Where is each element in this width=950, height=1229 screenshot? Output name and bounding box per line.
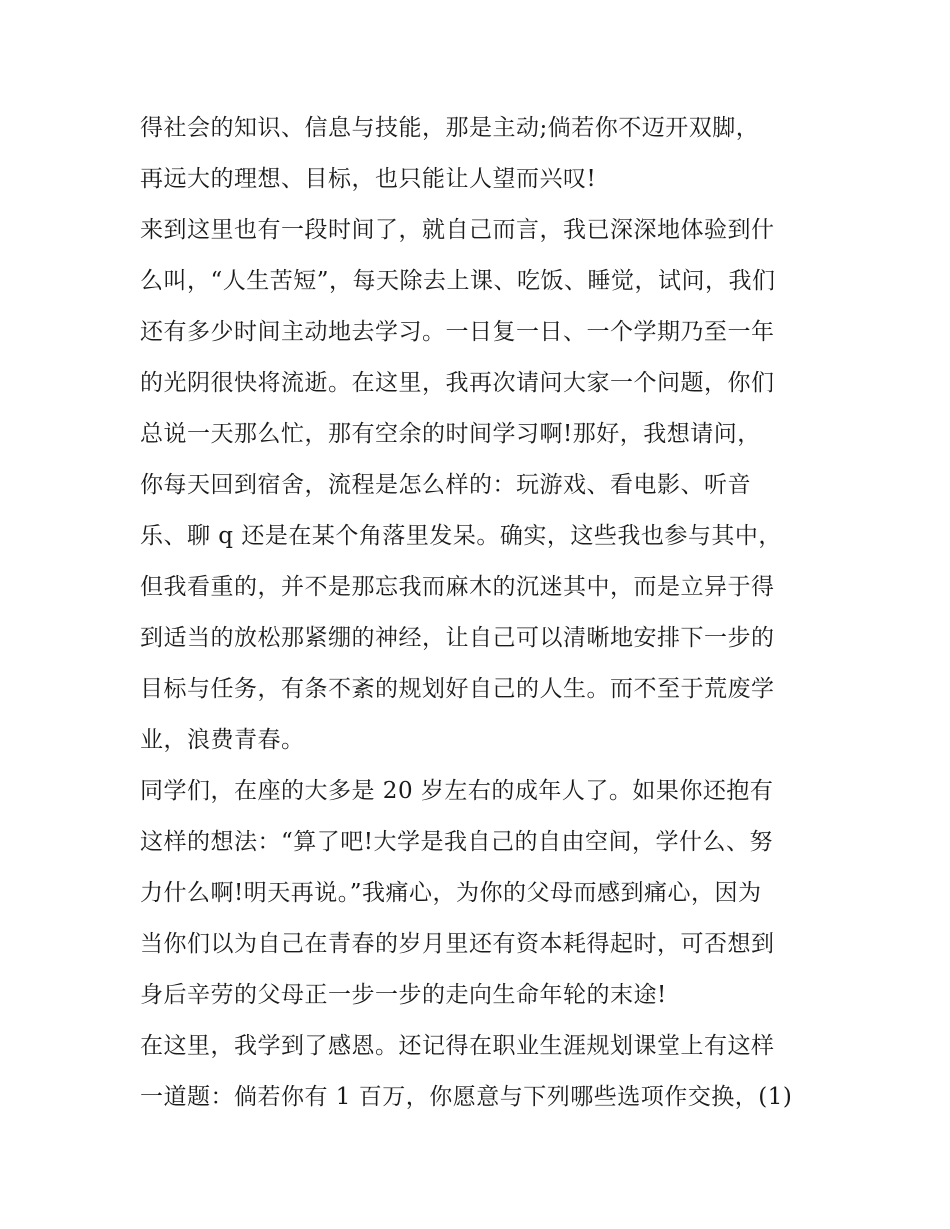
text-line: 身后辛劳的父母正一步一步的走向生命年轮的末途!: [140, 982, 667, 1008]
text-line: 再远大的理想、目标，也只能让人望而兴叹!: [140, 166, 597, 192]
text-line: 力什么啊!明天再说。”我痛心，为你的父母而感到痛心，因为: [140, 880, 762, 906]
text-line: 来到这里也有一段时间了，就自己而言，我已深深地体验到什: [140, 217, 775, 243]
text-line: 目标与任务，有条不紊的规划好自己的人生。而不至于荒废学: [140, 676, 775, 702]
text-line: 一道题：倘若你有 1 百万，你愿意与下列哪些选项作交换，(1): [140, 1084, 793, 1110]
text-line: 业，浪费青春。: [140, 727, 305, 753]
text-line: 总说一天那么忙，那有空余的时间学习啊!那好，我想请问，: [140, 421, 761, 447]
text-line: 同学们，在座的大多是 20 岁左右的成年人了。如果你还抱有: [140, 778, 774, 804]
text-line: 么叫，“人生苦短”，每天除去上课、吃饭、睡觉，试问，我们: [140, 268, 776, 294]
text-line: 乐、聊 q 还是在某个角落里发呆。确实，这些我也参与其中，: [140, 523, 782, 549]
text-line: 还有多少时间主动地去学习。一日复一日、一个学期乃至一年: [140, 319, 775, 345]
text-line: 在这里，我学到了感恩。还记得在职业生涯规划课堂上有这样: [140, 1033, 775, 1059]
text-line: 你每天回到宿舍，流程是怎么样的：玩游戏、看电影、听音: [140, 472, 751, 498]
text-line: 的光阴很快将流逝。在这里，我再次请问大家一个问题，你们: [140, 370, 775, 396]
text-line: 到适当的放松那紧绷的神经，让自己可以清晰地安排下一步的: [140, 625, 775, 651]
text-line: 当你们以为自己在青春的岁月里还有资本耗得起时，可否想到: [140, 931, 775, 957]
text-line: 这样的想法：“算了吧!大学是我自己的自由空间，学什么、努: [140, 829, 774, 855]
text-line: 得社会的知识、信息与技能，那是主动;倘若你不迈开双脚，: [140, 115, 760, 141]
text-line: 但我看重的，并不是那忘我而麻木的沉迷其中，而是立异于得: [140, 574, 775, 600]
